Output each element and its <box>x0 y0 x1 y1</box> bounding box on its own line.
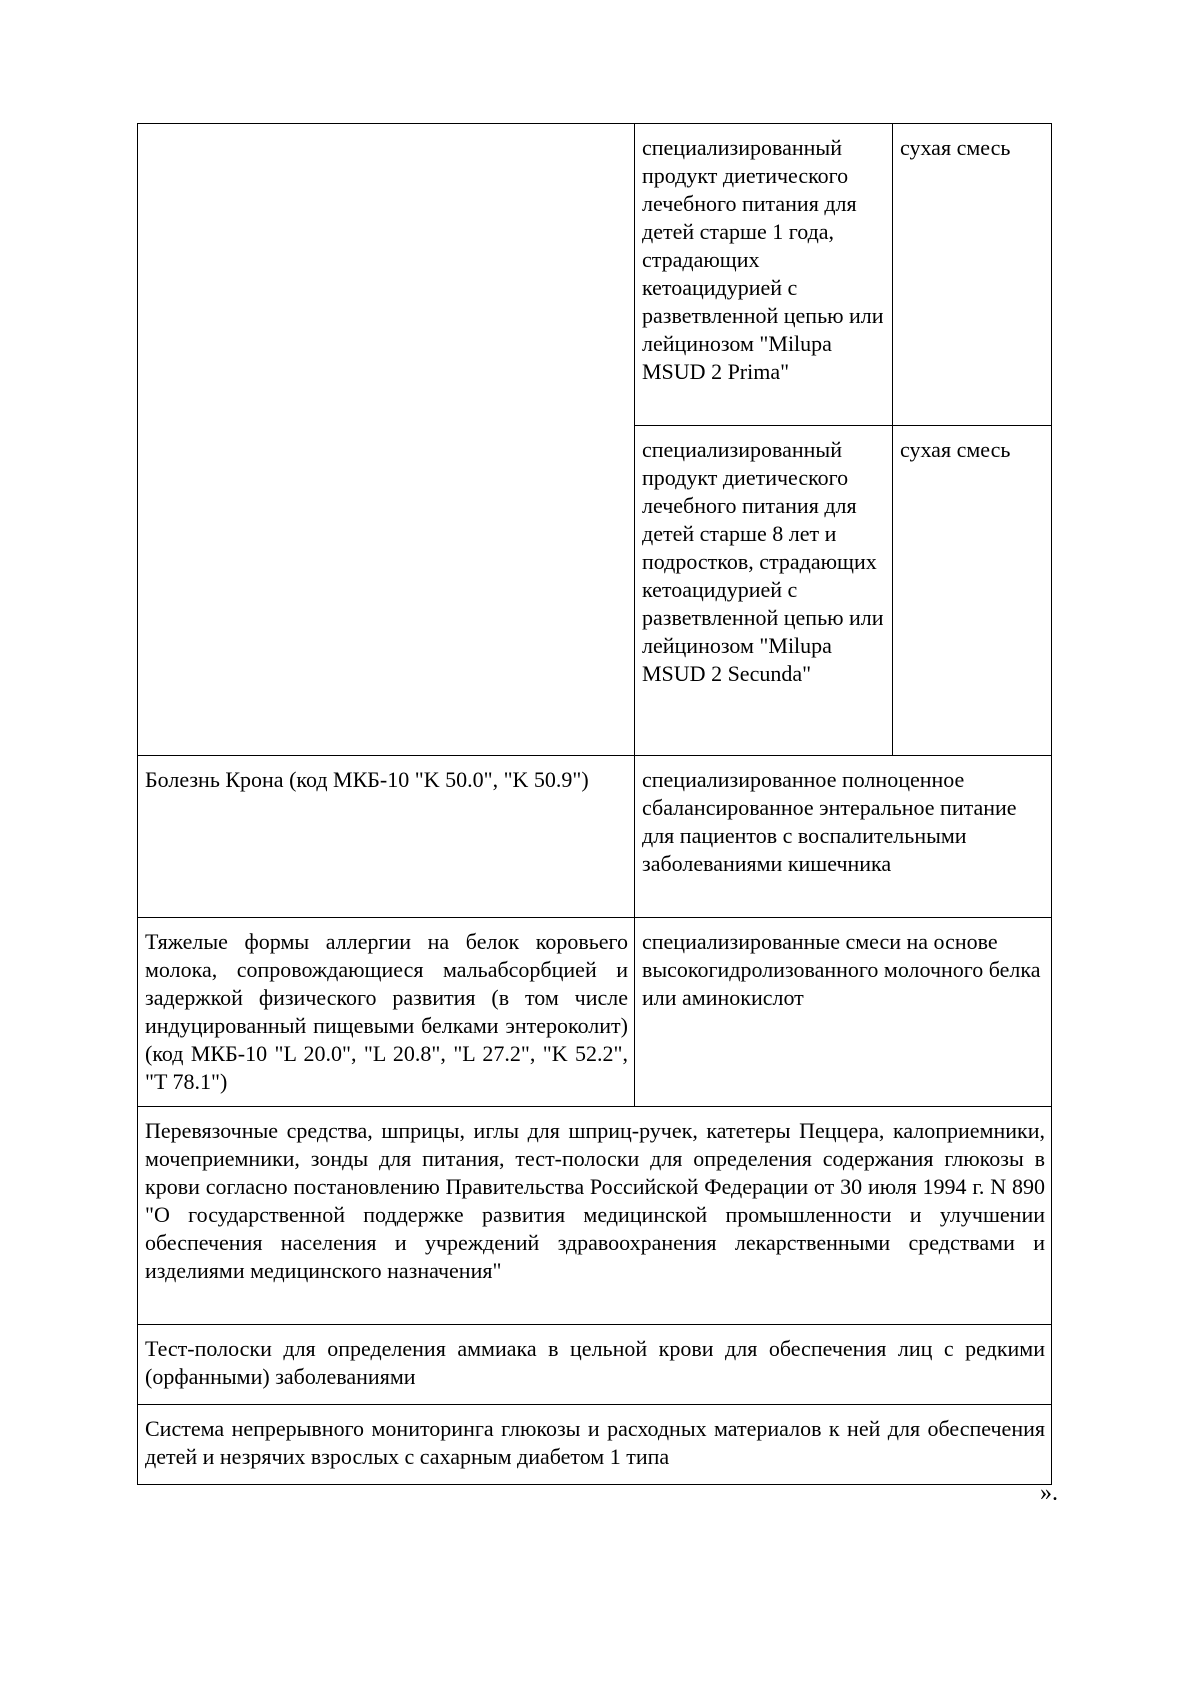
condition-cell: Тяжелые формы аллергии на белок коровьего молока, сопровождающиеся мальабсорбцией и задержкой физического развития (в том числе индуцированный пищевыми белками энтероколит) (код МКБ-10 "L 20.0", "L 20.8", "L 27.2", "K 52.2", "T 78.1") <box>138 918 635 1107</box>
table-row <box>138 1405 1052 1485</box>
form-cell: сухая смесь <box>893 426 1052 756</box>
table-row <box>138 1107 1052 1325</box>
table-row <box>138 756 1052 918</box>
table-row <box>138 124 1052 426</box>
product-cell: специализированное полноценное сбалансированное энтеральное питание для пациентов с воспалительными заболеваниями кишечника <box>635 756 1052 918</box>
full-width-cell: Перевязочные средства, шприцы, иглы для шприц-ручек, катетеры Пеццера, калоприемники, мочеприемники, зонды для питания, тест-полоски для определения содержания глюкозы в крови согласно постановлению Правительства Российской Федерации от 30 июля 1994 г. N 890 "О государственной поддержке развития медицинской промышленности и улучшении обеспечения населения и учреждений здравоохранения лекарственными средствами и изделиями медицинского назначения" <box>138 1107 1052 1325</box>
table-row <box>138 1325 1052 1405</box>
table-row <box>138 918 1052 1107</box>
product-cell: специализированные смеси на основе высокогидролизованного молочного белка или аминокислот <box>635 918 1052 1107</box>
closing-quote-mark: ». <box>1040 1480 1058 1506</box>
full-width-cell: Тест-полоски для определения аммиака в цельной крови для обеспечения лиц с редкими (орфанными) заболеваниями <box>138 1325 1052 1405</box>
product-cell: специализированный продукт диетического лечебного питания для детей старше 8 лет и подростков, страдающих кетоацидурией с разветвленной цепью или лейцинозом "Milupa MSUD 2 Secunda" <box>635 426 893 756</box>
condition-cell <box>138 124 635 756</box>
condition-cell: Болезнь Крона (код МКБ-10 "K 50.0", "K 50.9") <box>138 756 635 918</box>
full-width-cell: Система непрерывного мониторинга глюкозы и расходных материалов к ней для обеспечения детей и незрячих взрослых с сахарным диабетом 1 типа <box>138 1405 1052 1485</box>
form-cell: сухая смесь <box>893 124 1052 426</box>
product-cell: специализированный продукт диетического лечебного питания для детей старше 1 года, страдающих кетоацидурией с разветвленной цепью или лейцинозом "Milupa MSUD 2 Prima" <box>635 124 893 426</box>
document-table <box>137 123 1052 1485</box>
